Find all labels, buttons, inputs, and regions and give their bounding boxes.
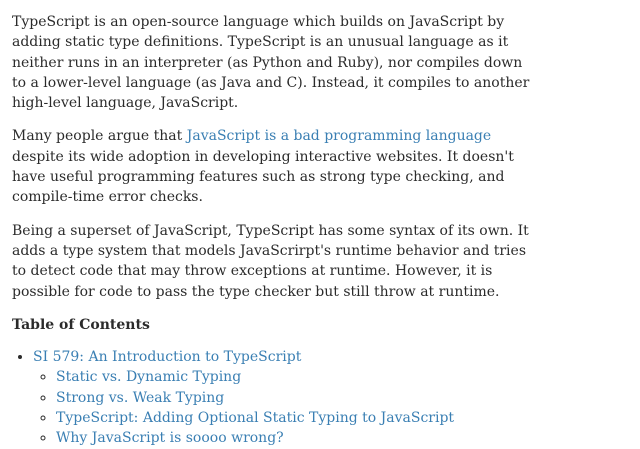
argument-text-after: despite its wide adoption in developing interactive websites. It doesn't have useful programming features such as strong type checking, and compile-time error checks.	[12, 148, 514, 206]
toc-list	[12, 347, 537, 448]
toc-heading: Table of Contents	[12, 316, 150, 333]
toc-item-intro	[33, 347, 537, 448]
superset-paragraph: Being a superset of JavaScript, TypeScript has some syntax of its own. It adds a type system that models JavaScrirpt's runtime behavior and tries to detect code that may throw exceptions at runtime. However, it is possible for code to pass the type checker but still throw at runtime.	[12, 222, 529, 300]
argument-paragraph	[12, 126, 537, 207]
bad-language-link[interactable]: JavaScript is a bad programming language	[186, 128, 492, 145]
toc-subitem	[56, 408, 537, 428]
toc-subitem	[56, 388, 537, 408]
toc-link-strong-vs-weak[interactable]: Strong vs. Weak Typing	[56, 389, 225, 406]
toc-link-static-vs-dynamic[interactable]: Static vs. Dynamic Typing	[56, 369, 242, 386]
article-content	[12, 12, 537, 449]
argument-text-before: Many people argue that	[12, 128, 187, 145]
toc-sublist	[33, 367, 537, 448]
toc-subitem	[56, 367, 537, 387]
toc-link-why-javascript-wrong[interactable]: Why JavaScript is soooo wrong?	[56, 430, 284, 447]
intro-paragraph: TypeScript is an open-source language which builds on JavaScript by adding static type definitions. TypeScript is an unusual language as it neither runs in an interpreter (as Python and Ruby), nor compiles down to a lower-level language (as Java and C). Instead, it compiles to another high-level language, JavaScript.	[12, 14, 530, 112]
toc-link-optional-static-typing[interactable]: TypeScript: Adding Optional Static Typing to JavaScript	[56, 410, 455, 427]
toc-link-intro[interactable]: SI 579: An Introduction to TypeScript	[33, 349, 302, 366]
toc-subitem	[56, 428, 537, 448]
